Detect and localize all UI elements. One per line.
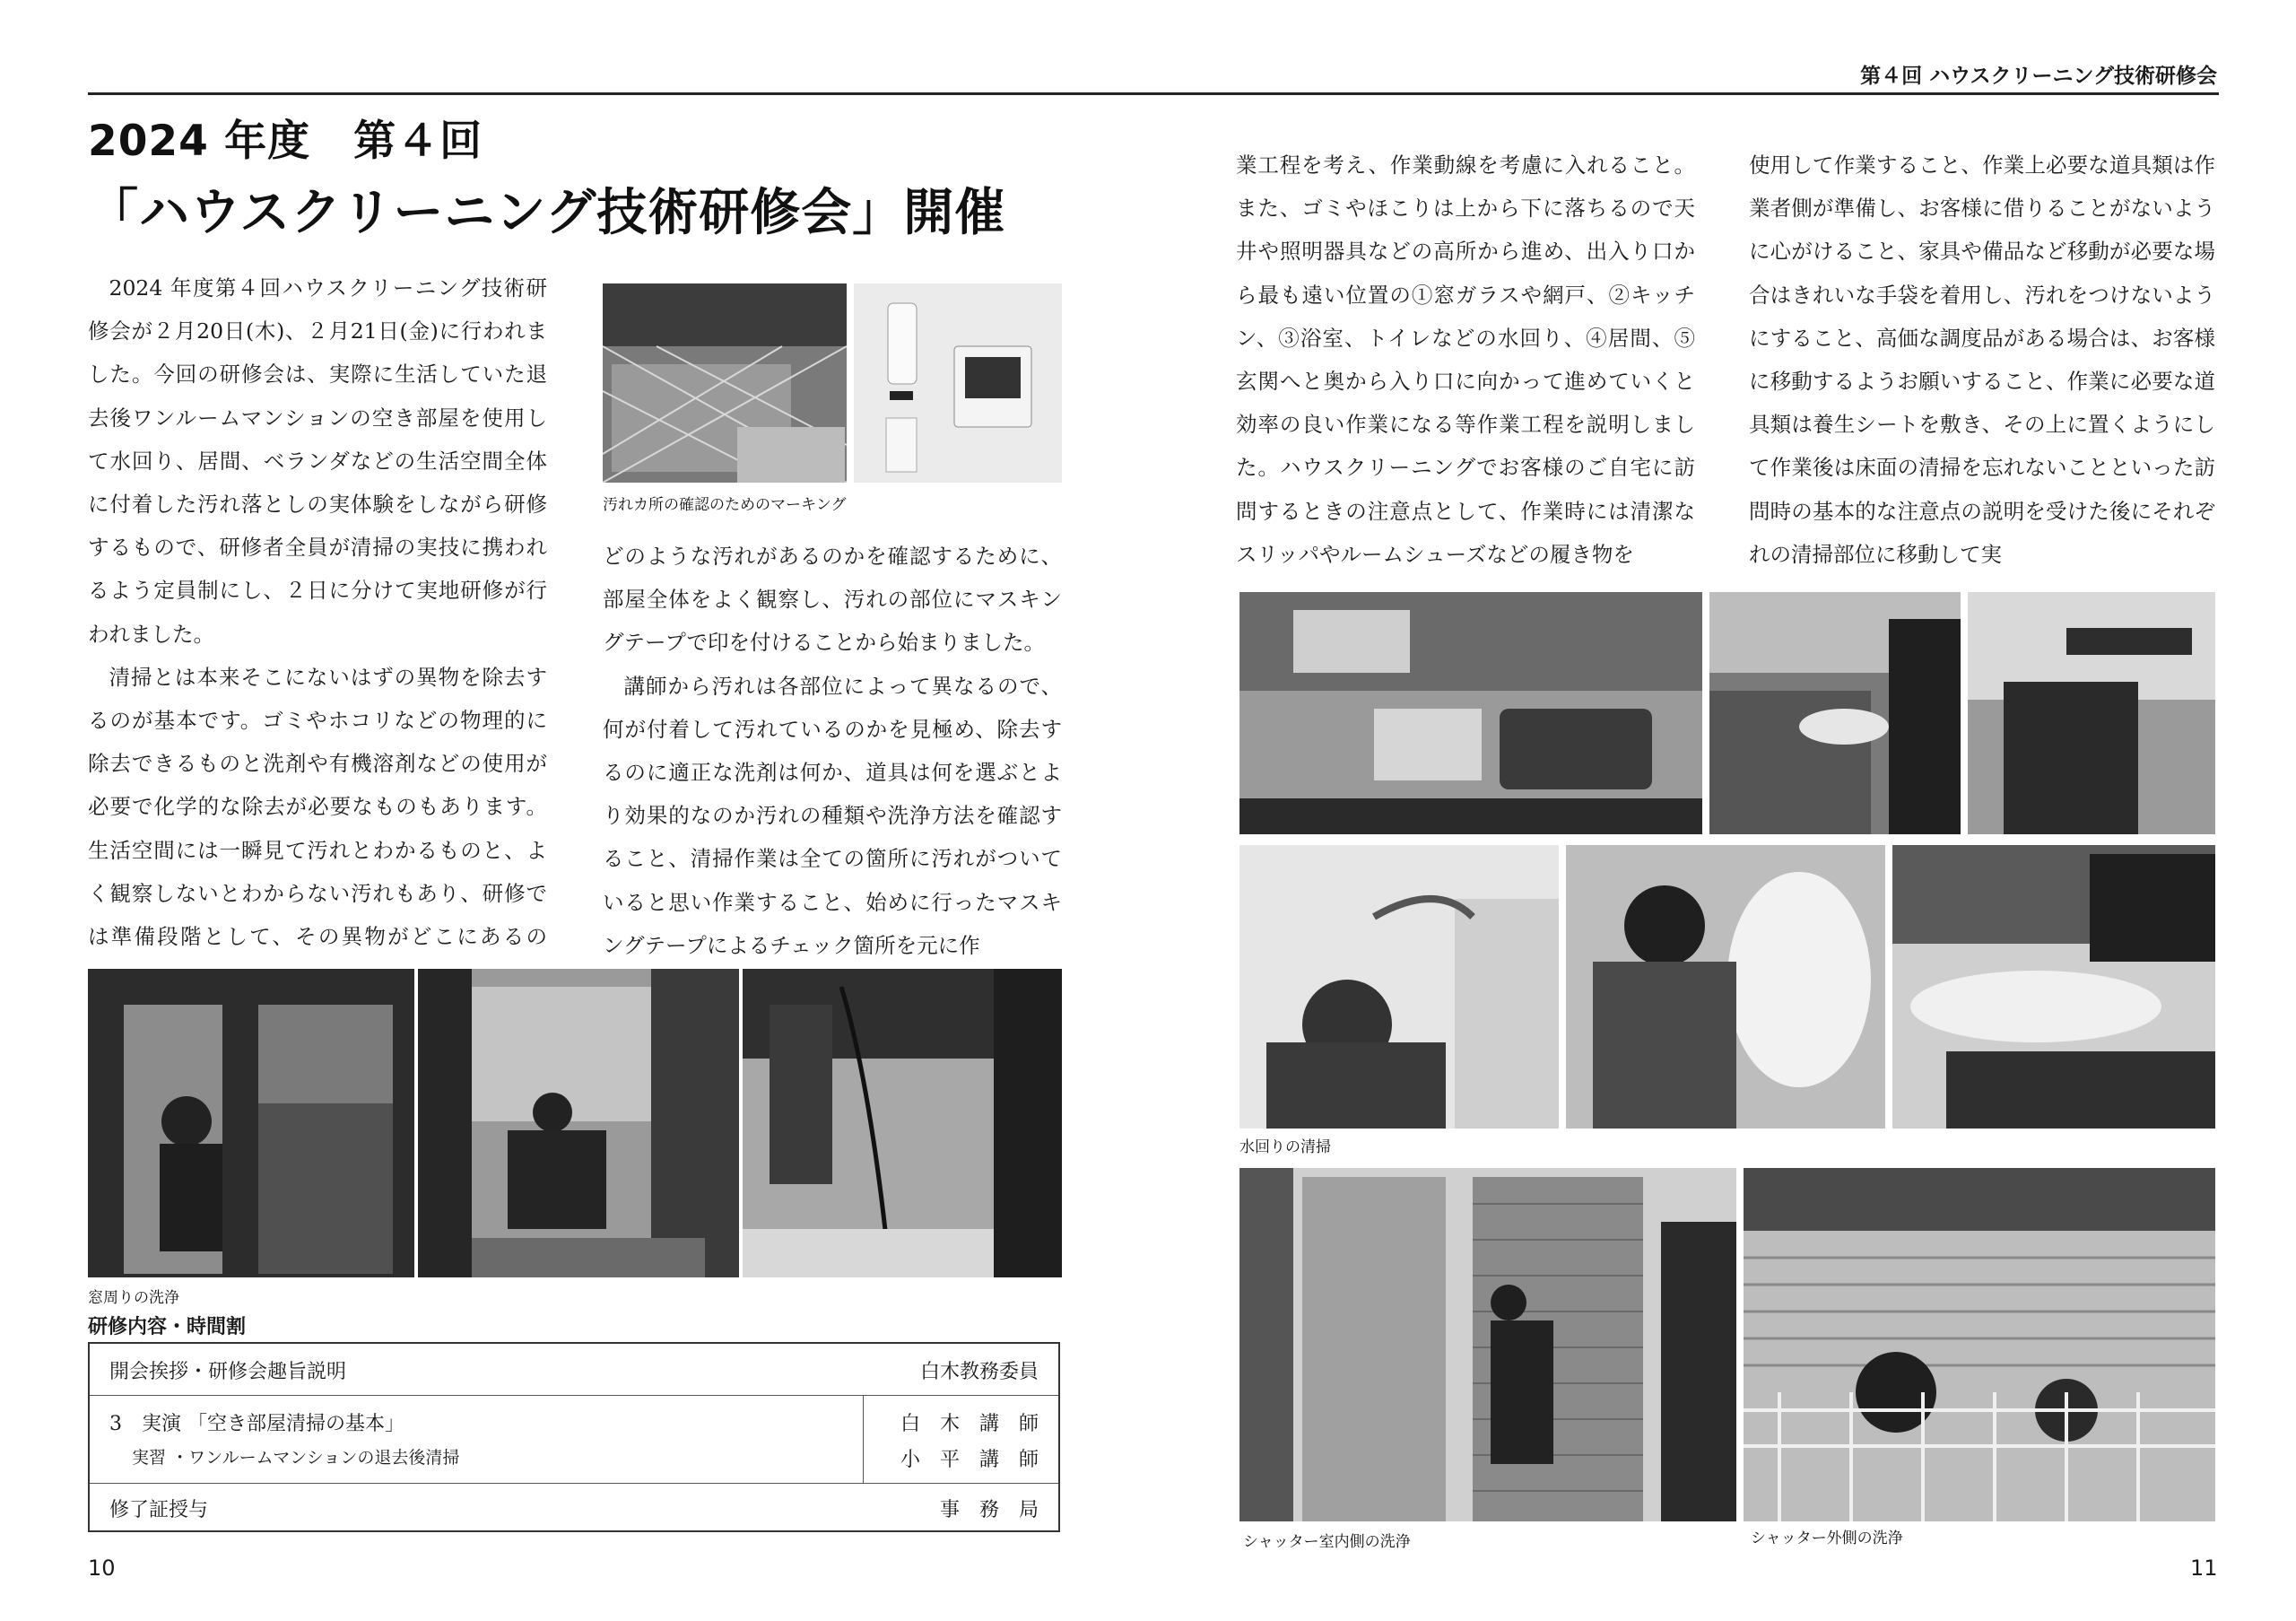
running-header: 第４回 ハウスクリーニング技術研修会 (1860, 65, 2217, 88)
schedule-presenter-2: 小 平 講 師 (900, 1449, 1039, 1471)
paragraph-cleaning-basics: 清掃とは本来そこにないはずの異物を除去するのが基本です。ゴミやホコリなどの物理的に除去できるものと洗剤や有機溶剤などの使用が必要で化学的な除去が必要なものもあります。生活空間には一瞬見て汚れとわかるものと、よく観察しないとわからない汚れもあり、研修では準備段階として、その異物がどこにあるの (88, 664, 547, 950)
photo-shutter-outside (1744, 1168, 2215, 1521)
header-rule (88, 92, 2219, 95)
photo-shutter-inside (1239, 1168, 1736, 1521)
photo-toilet-cleaning (1566, 845, 1885, 1129)
photo-window-cleaning-3 (743, 969, 1062, 1277)
schedule-item-opening: 開会挨拶・研修会趣旨説明 (109, 1361, 347, 1383)
schedule-heading: 研修内容・時間割 (88, 1316, 247, 1338)
schedule-item-demo: 3 実演 「空き部屋清掃の基本」 (109, 1413, 404, 1435)
paragraph-visit-notes: 使用して作業すること、作業上必要な道具類は作業者側が準備し、お客様に借りることがないように心がけること、家具や備品など移動が必要な場合はきれいな手袋を着用し、汚れをつけないようにすること、高価な調度品がある場合は、お客様に移動するようお願いすること、作業に必要な道具類は養生シートを敷き、その上に置くようにして作業後は床面の清掃を忘れないことといった訪問時の基本的な注意点の説明を受けた後にそれぞれの清掃部位に移動して実 (1749, 153, 2215, 567)
page-title: 「ハウスクリーニング技術研修会」開催 (88, 184, 1006, 242)
photo-bathtub-cleaning (1239, 845, 1559, 1129)
schedule-row-closing (90, 1484, 1058, 1532)
photo-window-cleaning-2 (418, 969, 739, 1277)
photo-window-cleaning-1 (88, 969, 414, 1277)
caption-shutter-inside: シャッター室内側の洗浄 (1243, 1533, 1411, 1551)
page-number-left: 10 (88, 1556, 116, 1581)
body-column-c (1236, 144, 1695, 576)
schedule-presenter-closing: 事 務 局 (939, 1499, 1039, 1521)
caption-shutter-outside: シャッター外側の洗浄 (1751, 1529, 1903, 1547)
schedule-item-practice: 実習 ・ワンルームマンションの退去後清掃 (109, 1448, 460, 1468)
schedule-row-practice (90, 1396, 1058, 1484)
photo-washbasin-cleaning (1892, 845, 2215, 1129)
photo-stove-cleaning (1709, 592, 1961, 834)
body-column-b (603, 535, 1062, 967)
caption-water-area: 水回りの清掃 (1239, 1138, 1331, 1156)
page-number-right: 11 (2190, 1556, 2218, 1581)
paragraph-instructor: 講師から汚れは各部位によって異なるので、何が付着して汚れているのかを見極め、除去するのに適正な洗剤は何か、道具は何を選ぶとより効果的なのか汚れの種類や洗浄方法を確認すること、清掃作業は全ての箇所に汚れがついていると思い作業すること、始めに行ったマスキングテープによるチェック箇所を元に作 (603, 673, 1062, 958)
schedule-item-closing: 修了証授与 (109, 1499, 209, 1521)
schedule-presenter-1: 白 木 講 師 (900, 1413, 1039, 1435)
body-column-a (88, 266, 547, 1001)
photo-kitchen-sink (1239, 592, 1702, 834)
paragraph-workflow: 業工程を考え、作業動線を考慮に入れること。また、ゴミやほこりは上から下に落ちるので天井や照明器具などの高所から進め、出入り口から最も遠い位置の①窓ガラスや網戸、②キッチン、③浴室、トイレなどの水回り、④居間、⑤玄関へと奥から入り口に向かって進めていくと効率の良い作業になる等作業工程を説明しました。ハウスクリーニングでお客様のご自宅に訪問するときの注意点として、作業時には清潔なスリッパやルームシューズなどの履き物を (1236, 153, 1695, 567)
schedule-presenter-opening: 白木教務委員 (919, 1361, 1039, 1383)
title-year: 2024 年度 第４回 (88, 117, 483, 166)
caption-window-cleaning: 窓周りの洗浄 (88, 1289, 179, 1307)
schedule-row-opening (90, 1344, 1058, 1396)
schedule-divider (863, 1396, 864, 1484)
paragraph-marking: どのような汚れがあるのかを確認するために、部屋全体をよく観察し、汚れの部位にマスキングテープで印を付けることから始まりました。 (603, 544, 1062, 656)
caption-marking: 汚れカ所の確認のためのマーキング (603, 496, 847, 514)
body-column-d (1749, 144, 2215, 576)
paragraph-intro: 2024 年度第４回ハウスクリーニング技術研修会が２月20日(木)、２月21日(金)に行われました。今回の研修会は、実際に生活していた退去後ワンルームマンションの空き部屋を使用して水回り、居間、ベランダなどの生活空間全体に付着した汚れ落としの実体験をしながら研修するもので、研修者全員が清掃の実技に携われるよう定員制にし、２日に分けて実地研修が行われました。 (88, 275, 547, 647)
photo-intercom-marking (854, 283, 1062, 483)
photo-window-marking (603, 283, 847, 483)
photo-rangehood-cleaning (1968, 592, 2215, 834)
schedule-table (88, 1342, 1060, 1532)
